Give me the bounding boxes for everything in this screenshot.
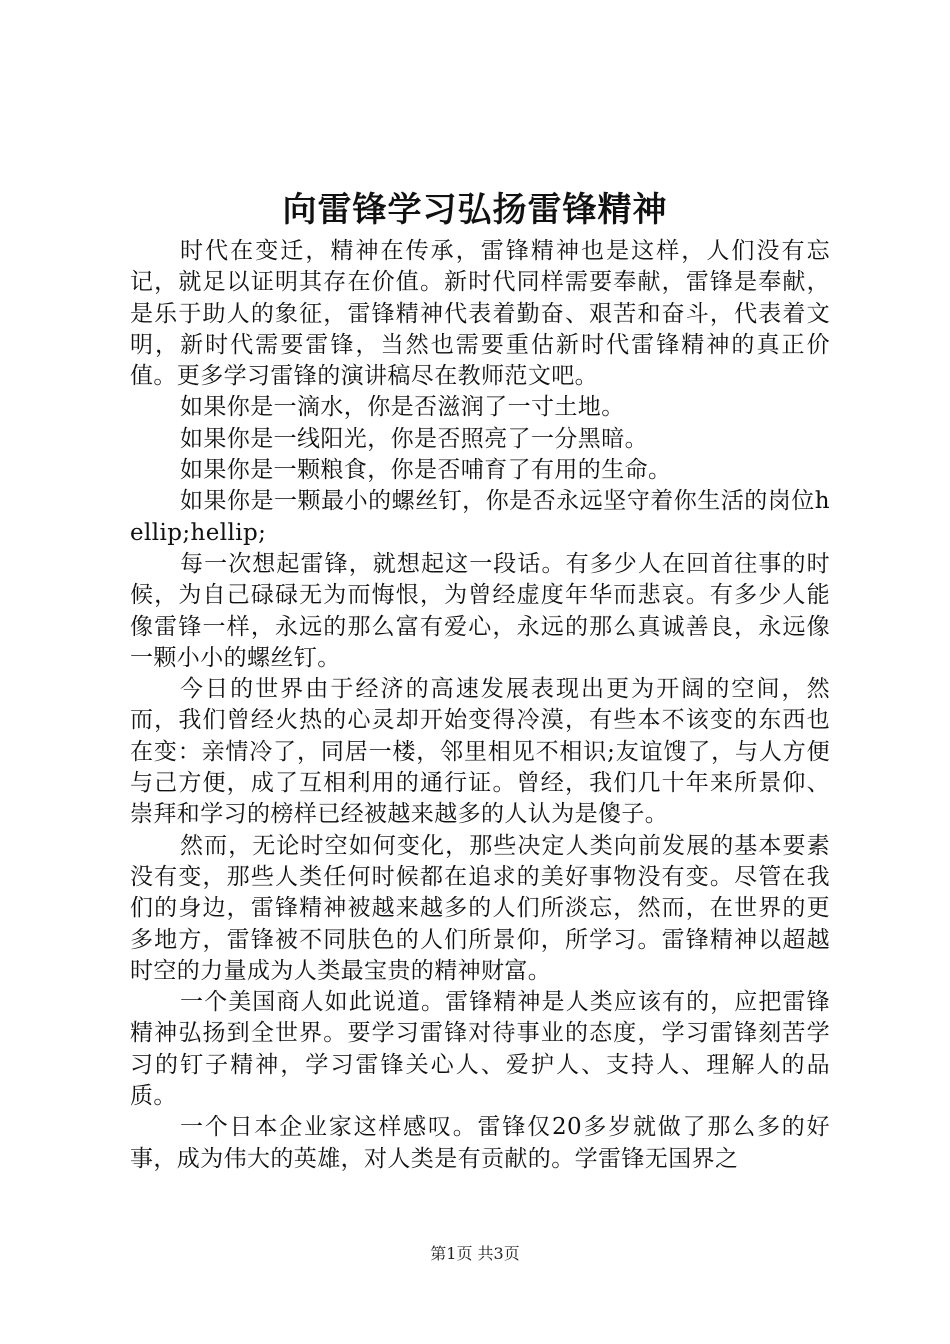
page-footer <box>0 1243 950 1265</box>
paragraph: 一个日本企业家这样感叹。雷锋仅20多岁就做了那么多的好事，成为伟大的英雄，对人类是有贡献的。学雷锋无国界之 <box>130 1114 830 1172</box>
paragraph: 今日的世界由于经济的高速发展表现出更为开阔的空间，然而，我们曾经火热的心灵却开始变得冷漠，有些本不该变的东西也在变：亲情冷了，同居一楼，邻里相见不相识;友谊馊了，与人方便与己方便，成了互相利用的通行证。曾经，我们几十年来所景仰、崇拜和学习的榜样已经被越来越多的人认为是傻子。 <box>130 676 830 828</box>
paragraph: 然而，无论时空如何变化，那些决定人类向前发展的基本要素没有变，那些人类任何时候都在追求的美好事物没有变。尽管在我们的身边，雷锋精神被越来越多的人们所淡忘，然而，在世界的更多地方，雷锋被不同肤色的人们所景仰，所学习。雷锋精神以超越时空的力量成为人类最宝贵的精神财富。 <box>130 832 830 984</box>
paragraph: 如果你是一滴水，你是否滋润了一寸土地。 <box>180 394 625 421</box>
paragraph: 如果你是一颗粮食，你是否哺育了有用的生命。 <box>180 457 672 484</box>
document-title: 向雷锋学习弘扬雷锋精神 <box>282 190 668 230</box>
page-number: 第1页 共3页 <box>430 1244 520 1263</box>
paragraph: 如果你是一线阳光，你是否照亮了一分黑暗。 <box>180 425 648 452</box>
document-body <box>130 236 830 1175</box>
paragraph: 如果你是一颗最小的螺丝钉，你是否永远坚守着你生活的岗位hellip;hellip; <box>130 488 830 546</box>
paragraph: 时代在变迁，精神在传承，雷锋精神也是这样，人们没有忘记，就足以证明其存在价值。新时代同样需要奉献，雷锋是奉献，是乐于助人的象征，雷锋精神代表着勤奋、艰苦和奋斗，代表着文明，新时代需要雷锋，当然也需要重估新时代雷锋精神的真正价值。更多学习雷锋的演讲稿尽在教师范文吧。 <box>130 238 830 390</box>
paragraph: 一个美国商人如此说道。雷锋精神是人类应该有的，应把雷锋精神弘扬到全世界。要学习雷锋对待事业的态度，学习雷锋刻苦学习的钉子精神，学习雷锋关心人、爱护人、支持人、理解人的品质。 <box>130 989 830 1110</box>
paragraph: 每一次想起雷锋，就想起这一段话。有多少人在回首往事的时候，为自己碌碌无为而悔恨，为曾经虚度年华而悲哀。有多少人能像雷锋一样，永远的那么富有爱心，永远的那么真诚善良，永远像一颗小小的螺丝钉。 <box>130 550 830 671</box>
